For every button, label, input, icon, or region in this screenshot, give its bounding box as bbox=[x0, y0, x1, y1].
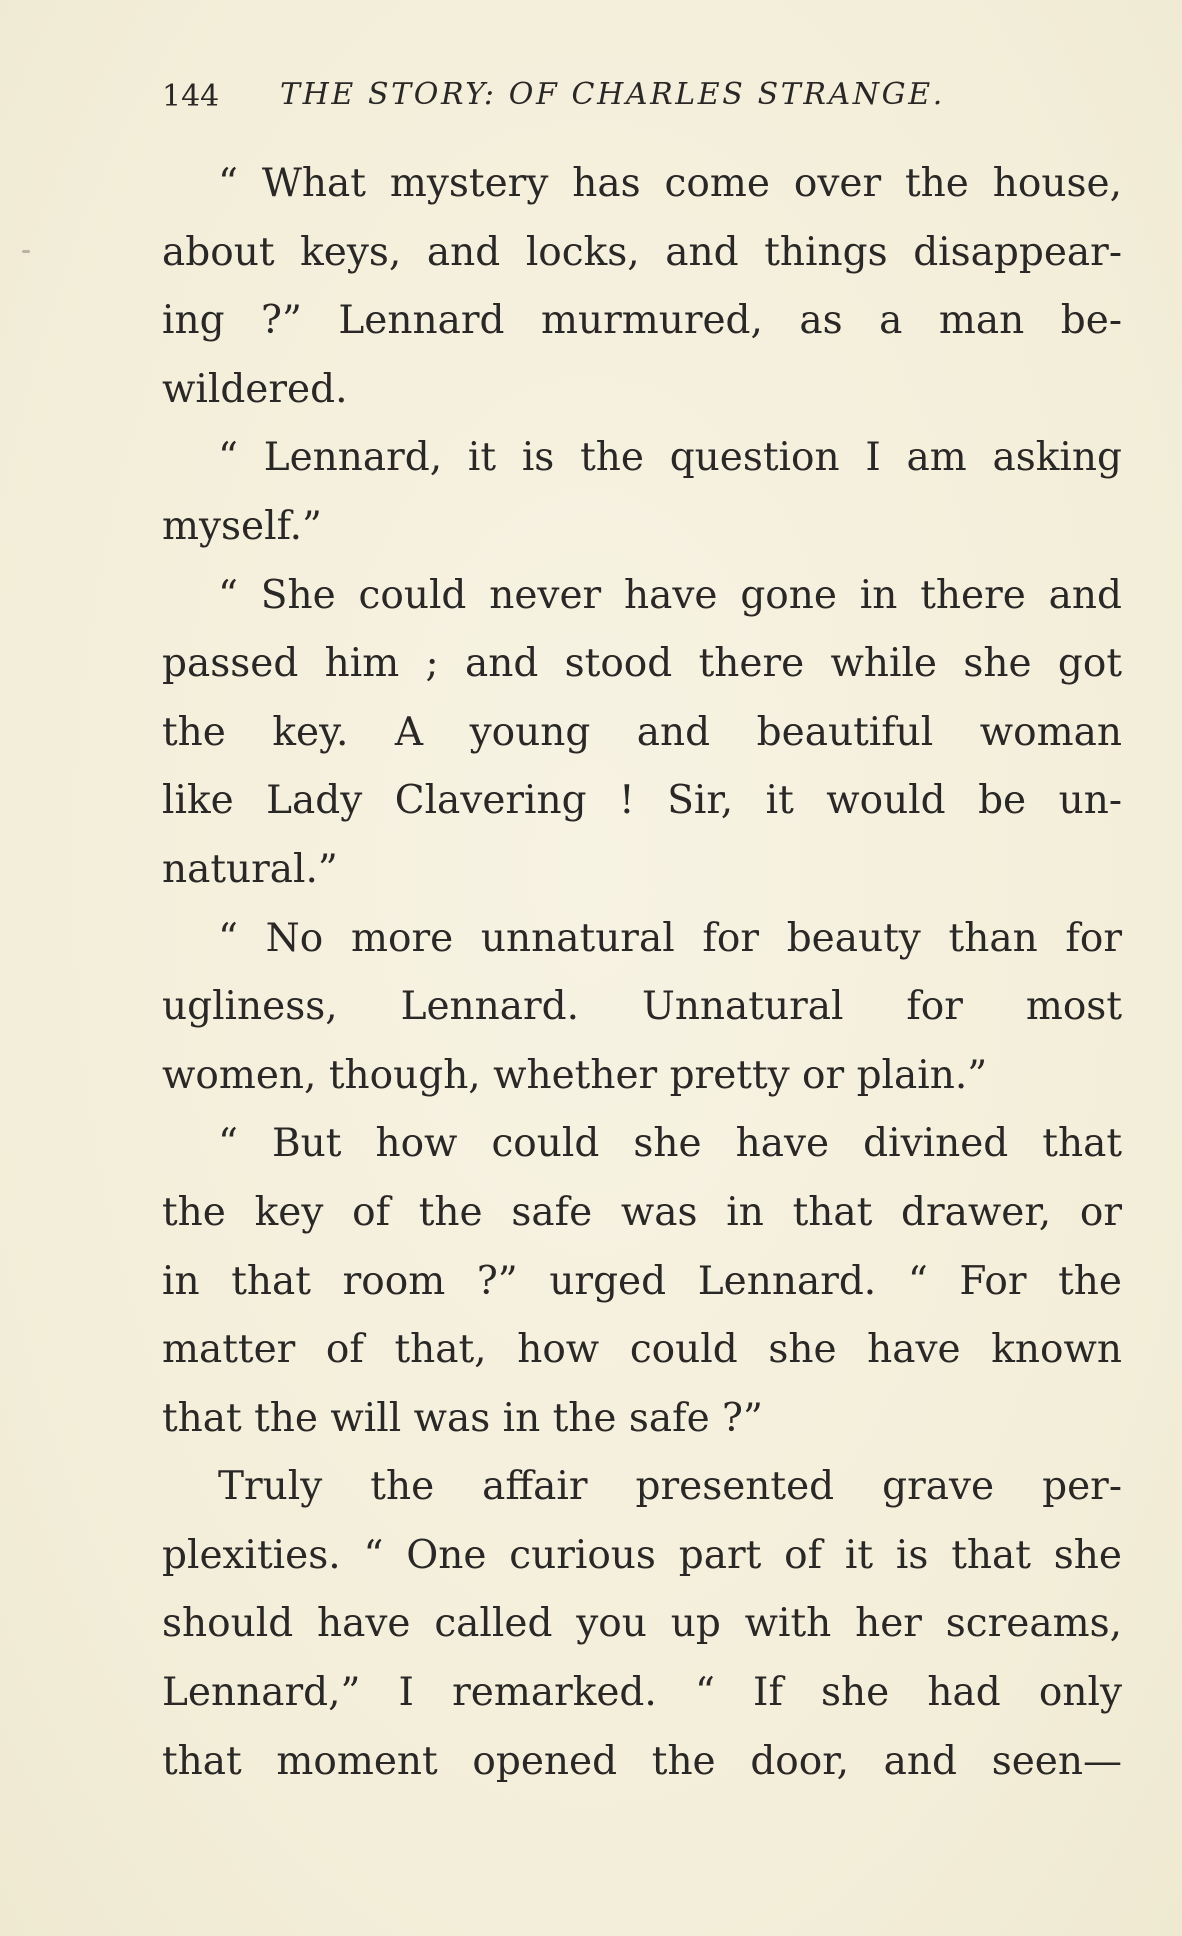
text-line: passed him ; and stood there while she got bbox=[162, 641, 1122, 687]
text-line: should have called you up with her screams, bbox=[162, 1601, 1122, 1647]
text-line: “ What mystery has come over the house, bbox=[218, 161, 1122, 206]
text-line: plexities. “ One curious part of it is that she bbox=[162, 1532, 1122, 1578]
text-line: Lennard,” I remarked. “ If she had only bbox=[162, 1670, 1122, 1716]
text-line: wildered. bbox=[162, 366, 348, 412]
running-title: THE STORY: OF CHARLES STRANGE. bbox=[280, 77, 945, 112]
text-line: Truly the affair presented grave per- bbox=[218, 1464, 1122, 1510]
text-line: ing ?” Lennard murmured, as a man be- bbox=[162, 298, 1122, 344]
text-line: natural.” bbox=[162, 846, 338, 892]
text-line: that moment opened the door, and seen— bbox=[162, 1738, 1122, 1784]
body-text bbox=[162, 150, 1122, 1796]
text-line: “ She could never have gone in there and bbox=[218, 572, 1122, 618]
text-line: like Lady Clavering ! Sir, it would be un- bbox=[162, 778, 1122, 824]
page-number: 144 bbox=[162, 79, 220, 114]
text-line: “ No more unnatural for beauty than for bbox=[218, 915, 1122, 961]
paper-blemish bbox=[22, 250, 30, 253]
running-head bbox=[162, 70, 1012, 120]
text-line: women, though, whether pretty or plain.” bbox=[162, 1052, 988, 1098]
text-line: the key of the safe was in that drawer, or bbox=[162, 1189, 1122, 1235]
text-line: about keys, and locks, and things disappear- bbox=[162, 229, 1122, 275]
text-line: the key. A young and beautiful woman bbox=[162, 709, 1122, 755]
text-line: in that room ?” urged Lennard. “ For the bbox=[162, 1258, 1122, 1304]
text-line: “ But how could she have divined that bbox=[218, 1121, 1122, 1167]
text-line: “ Lennard, it is the question I am asking bbox=[218, 435, 1122, 481]
text-line: that the will was in the safe ?” bbox=[162, 1395, 763, 1441]
text-line: matter of that, how could she have known bbox=[162, 1327, 1122, 1373]
text-line: myself.” bbox=[162, 503, 322, 549]
text-line: ugliness, Lennard. Unnatural for most bbox=[162, 984, 1122, 1030]
